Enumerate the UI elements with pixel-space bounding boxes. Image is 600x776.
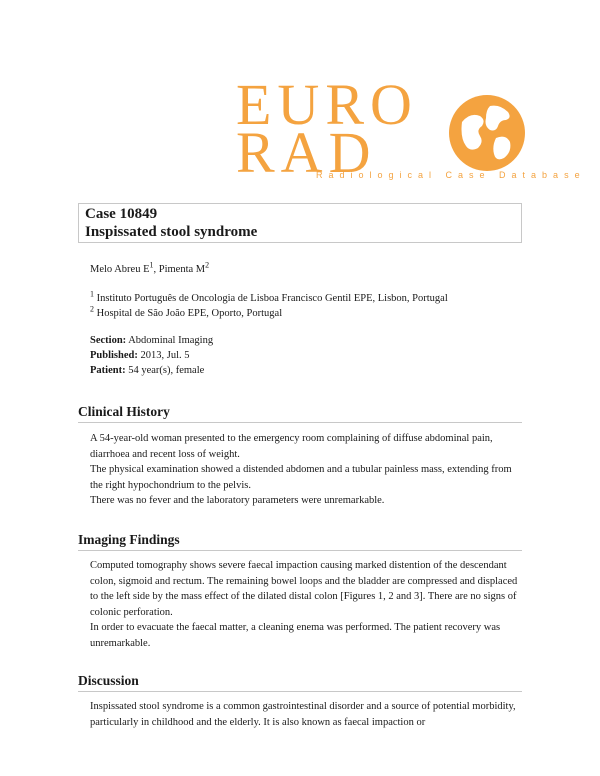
affiliation-text: Instituto Português de Oncologia de Lisboa Francisco Gentil EPE, Lisbon, Portugal	[96, 293, 448, 304]
author-name: Melo Abreu E	[90, 264, 150, 275]
discussion-body	[90, 699, 526, 730]
case-title-box	[78, 203, 522, 243]
meta-value: 2013, Jul. 5	[140, 350, 190, 361]
meta-value: Abdominal Imaging	[128, 335, 214, 346]
author-affiliation-ref: 2	[205, 260, 210, 270]
meta-section	[90, 333, 213, 348]
author-list	[90, 262, 209, 277]
paragraph: There was no fever and the laboratory parameters were unremarkable.	[90, 495, 385, 506]
affiliation-item	[90, 291, 448, 306]
author-name: Pimenta M	[158, 264, 206, 275]
meta-value: 54 year(s), female	[128, 365, 205, 376]
eurorad-logo	[236, 74, 600, 186]
globe-icon	[442, 92, 532, 174]
meta-label: Section:	[90, 335, 127, 346]
paragraph: Computed tomography shows severe faecal impaction causing marked distention of the descendant colon, sigmoid and rectum. The remaining bowel loops and the bladder are compressed and displaced to the left side by the mass effect of the dilated distal colon [Figures 1, 2 and 3]. There are no signs of colonic perforation.	[90, 560, 518, 618]
clinical-history-body	[90, 431, 526, 509]
imaging-findings-body	[90, 558, 526, 651]
meta-patient	[90, 363, 213, 378]
case-number: Case 10849	[85, 206, 158, 222]
paragraph: A 54-year-old woman presented to the emergency room complaining of diffuse abdominal pain, diarrhoea and recent loss of weight.	[90, 433, 493, 460]
affiliation-number: 1	[90, 289, 94, 299]
logo-line-rad: RAD	[236, 120, 377, 185]
paragraph: Inspissated stool syndrome is a common gastrointestinal disorder and a source of potential morbidity, particularly in childhood and the elderly. It is also known as faecal impaction or	[90, 701, 516, 728]
clinical-history-heading: Clinical History	[78, 404, 522, 423]
imaging-findings-heading: Imaging Findings	[78, 532, 522, 551]
logo-subtitle: Radiological Case Database	[316, 170, 586, 180]
paragraph: In order to evacuate the faecal matter, a cleaning enema was performed. The patient recovery was unremarkable.	[90, 622, 501, 649]
case-title: Inspissated stool syndrome	[85, 224, 258, 240]
logo-line-euro: EURO	[236, 74, 418, 137]
meta-label: Published:	[90, 350, 138, 361]
affiliations	[90, 291, 448, 321]
meta-label: Patient:	[90, 365, 126, 376]
case-metadata	[90, 333, 213, 378]
discussion-heading: Discussion	[78, 673, 522, 692]
affiliation-number: 2	[90, 304, 94, 314]
affiliation-item	[90, 306, 448, 321]
paragraph: The physical examination showed a distended abdomen and a tubular painless mass, extending from the right hypochondrium to the pelvis.	[90, 464, 512, 491]
meta-published	[90, 348, 213, 363]
author-separator: ,	[153, 264, 159, 275]
author-affiliation-ref: 1	[149, 260, 154, 270]
affiliation-text: Hospital de São João EPE, Oporto, Portugal	[96, 308, 283, 319]
